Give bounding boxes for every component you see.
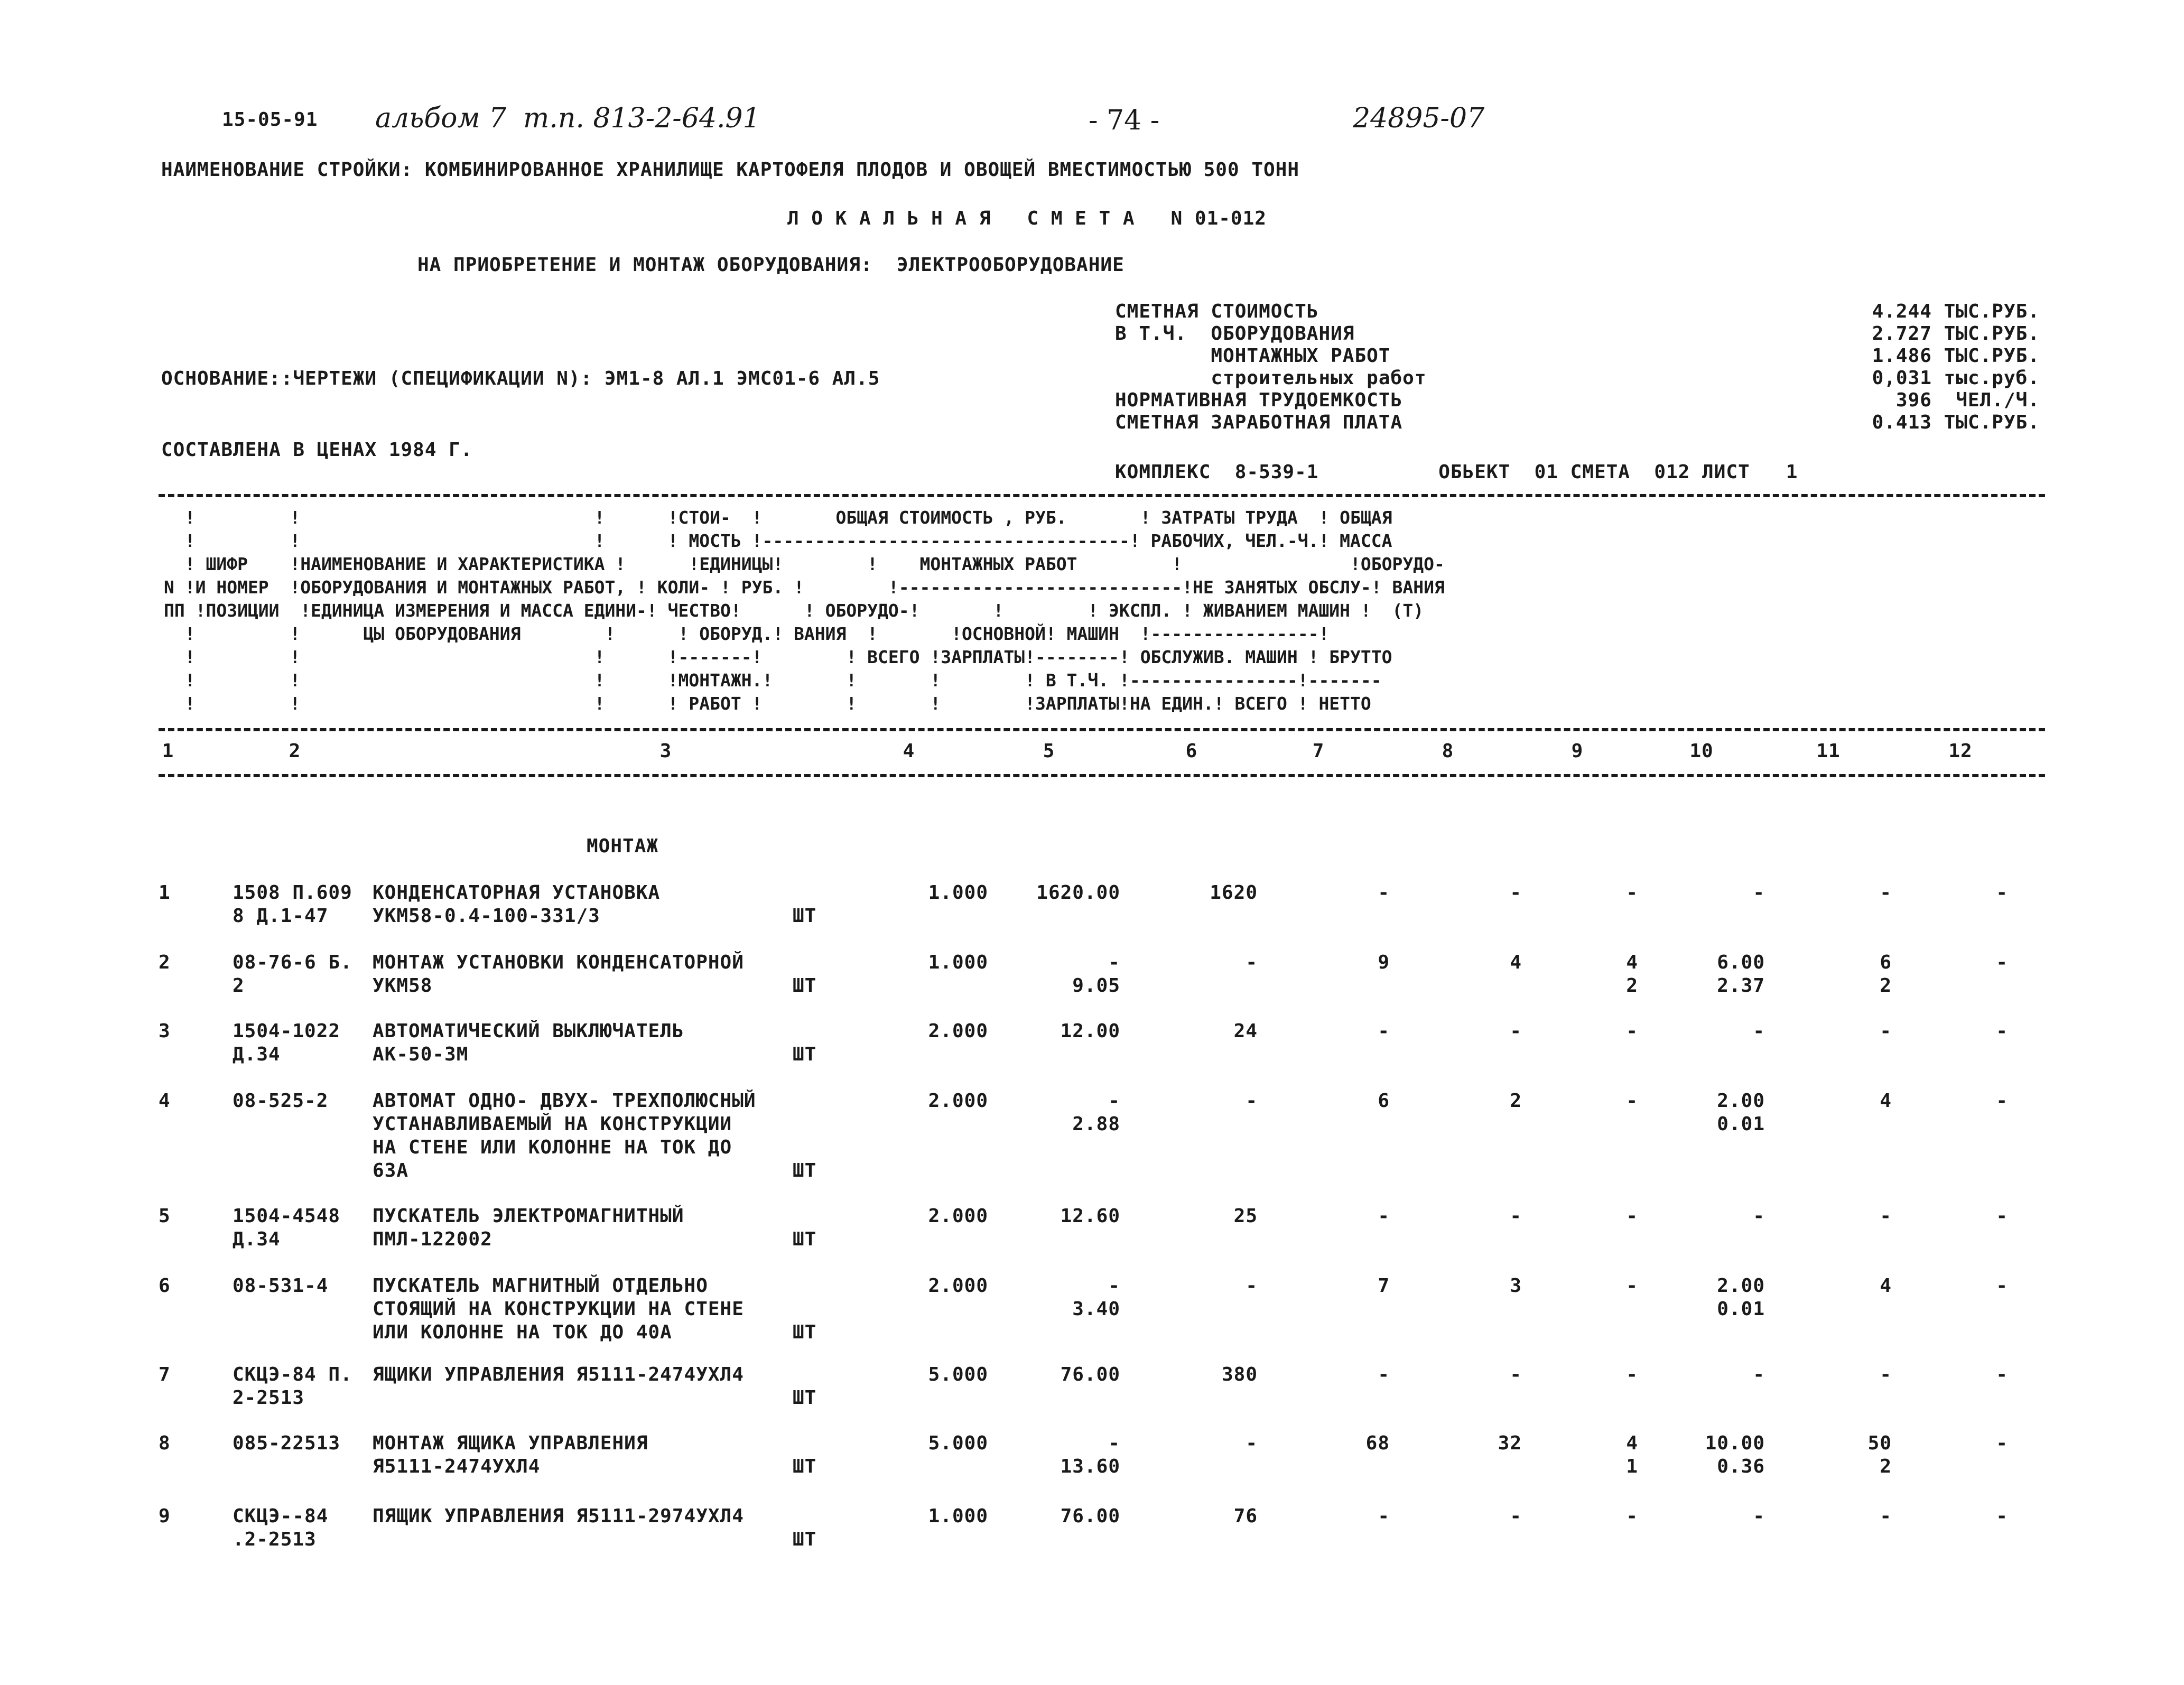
column-number: 11 <box>1816 740 1841 762</box>
row-number: 5 <box>159 1205 171 1227</box>
header-line: ! ! ! ! РАБОТ ! ! ! !ЗАРПЛАТЫ!НА ЕДИН.! ВСЕГО ! НЕТТО <box>164 693 1371 714</box>
row-labor-unit: - <box>1753 1020 1765 1042</box>
row-unit-cost: 12.60 <box>1060 1205 1120 1227</box>
row-name: УСТАНАВЛИВАЕМЫЙ НА КОНСТРУКЦИИ <box>373 1113 732 1135</box>
row-name: ПУСКАТЕЛЬ ЭЛЕКТРОМАГНИТНЫЙ <box>373 1205 684 1227</box>
row-labor-total: 4 <box>1880 1275 1892 1297</box>
row-mount-total: 9 <box>1378 952 1390 973</box>
column-number: 3 <box>659 740 672 762</box>
row-qty: 2.000 <box>928 1275 988 1297</box>
summary-label: НОРМАТИВНАЯ ТРУДОЕМКОСТЬ <box>1115 389 1403 411</box>
row-labor-total: 50 <box>1867 1432 1892 1454</box>
row-qty: 2.000 <box>928 1020 988 1042</box>
row-number: 4 <box>159 1090 171 1112</box>
table-top-rule <box>159 494 2045 497</box>
row-code: 08-525-2 <box>233 1090 329 1112</box>
column-number: 7 <box>1312 740 1325 762</box>
row-name: АК-50-3М <box>373 1044 469 1065</box>
header-line: ! ШИФР !НАИМЕНОВАНИЕ И ХАРАКТЕРИСТИКА ! !ЕДИНИЦЫ! ! МОНТАЖНЫХ РАБОТ ! !ОБОРУДО- <box>164 554 1445 574</box>
row-qty: 2.000 <box>928 1205 988 1227</box>
row-machine-cost: - <box>1626 1020 1638 1042</box>
row-machine-cost: 4 <box>1626 952 1638 973</box>
row-unit: ШТ <box>793 1456 817 1477</box>
row-equipment-cost: - <box>1246 1275 1258 1297</box>
row-number: 9 <box>159 1505 171 1527</box>
complex-line: КОМПЛЕКС 8-539-1 ОБЬЕКТ 01 СМЕТА 012 ЛИСТ 1 <box>1115 461 1798 483</box>
row-code: Д.34 <box>233 1228 281 1250</box>
column-number: 8 <box>1442 740 1454 762</box>
row-name: УКМ58-0.4-100-331/3 <box>373 905 600 927</box>
row-code: 1508 П.609 <box>233 882 352 904</box>
row-base-salary: - <box>1510 1364 1522 1385</box>
row-labor-unit: 6.00 <box>1717 952 1765 973</box>
row-unit: ШТ <box>793 905 817 927</box>
row-unit-cost: 9.05 <box>1072 975 1120 997</box>
row-qty: 5.000 <box>928 1364 988 1385</box>
tp-number: т.п. 813-2-64.91 <box>523 103 760 134</box>
row-labor-unit: 2.37 <box>1717 975 1765 997</box>
row-number: 2 <box>159 952 171 973</box>
row-labor-unit: 2.00 <box>1717 1275 1765 1297</box>
row-mount-total: 7 <box>1378 1275 1390 1297</box>
row-code: СКЦЭ-84 П. <box>233 1364 352 1385</box>
row-base-salary: 32 <box>1498 1432 1522 1454</box>
row-labor-total: - <box>1880 1364 1892 1385</box>
row-equipment-cost: - <box>1246 952 1258 973</box>
header-line: ! ! ! !МОНТАЖН.! ! ! ! В Т.Ч. !----------------!------- <box>164 670 1382 691</box>
row-machine-cost: - <box>1626 1364 1638 1385</box>
row-labor-unit: 0.01 <box>1717 1113 1765 1135</box>
row-mass: - <box>1996 1205 2008 1227</box>
row-base-salary: 2 <box>1510 1090 1522 1112</box>
row-labor-total: 2 <box>1880 1456 1892 1477</box>
row-mount-total: - <box>1378 1505 1390 1527</box>
row-code: .2-2513 <box>233 1529 317 1550</box>
column-number: 4 <box>903 740 915 762</box>
estimate-title: Л О К А Л Ь Н А Я С М Е Т А N 01-012 <box>787 208 1267 229</box>
row-machine-cost: - <box>1626 882 1638 904</box>
row-unit-cost: 1620.00 <box>1036 882 1120 904</box>
row-labor-unit: 2.00 <box>1717 1090 1765 1112</box>
doc-code: 24895-07 <box>1353 103 1485 134</box>
row-base-salary: - <box>1510 882 1522 904</box>
row-mount-total: - <box>1378 1020 1390 1042</box>
row-number: 1 <box>159 882 171 904</box>
row-mount-total: 68 <box>1365 1432 1390 1454</box>
summary-label: МОНТАЖНЫХ РАБОТ <box>1115 345 1391 367</box>
row-unit-cost: 12.00 <box>1060 1020 1120 1042</box>
row-mass: - <box>1996 882 2008 904</box>
row-code: 085-22513 <box>233 1432 341 1454</box>
row-name: ЯЩИКИ УПРАВЛЕНИЯ Я5111-2474УХЛ4 <box>373 1364 744 1385</box>
header-line: ! ! ! !СТОИ- ! ОБЩАЯ СТОИМОСТЬ , РУБ. ! ЗАТРАТЫ ТРУДА ! ОБЩАЯ <box>164 507 1392 528</box>
row-number: 6 <box>159 1275 171 1297</box>
row-mass: - <box>1996 1020 2008 1042</box>
row-machine-cost: 4 <box>1626 1432 1638 1454</box>
row-qty: 1.000 <box>928 952 988 973</box>
row-unit: ШТ <box>793 1160 817 1181</box>
row-mass: - <box>1996 1432 2008 1454</box>
project-title: НАИМЕНОВАНИЕ СТРОЙКИ: КОМБИНИРОВАННОЕ ХРАНИЛИЩЕ КАРТОФЕЛЯ ПЛОДОВ И ОВОЩЕЙ ВМЕСТИМОСТЬЮ 500 ТОНН <box>161 159 1300 181</box>
row-base-salary: - <box>1510 1505 1522 1527</box>
row-name: АВТОМАТИЧЕСКИЙ ВЫКЛЮЧАТЕЛЬ <box>373 1020 684 1042</box>
row-labor-total: 4 <box>1880 1090 1892 1112</box>
price-basis: СОСТАВЛЕНА В ЦЕНАХ 1984 Г. <box>161 439 473 461</box>
row-qty: 5.000 <box>928 1432 988 1454</box>
summary-value: 4.244 ТЫС.РУБ. <box>1872 301 2040 322</box>
summary-label: строительных работ <box>1115 367 1427 389</box>
row-machine-cost: - <box>1626 1090 1638 1112</box>
row-equipment-cost: 76 <box>1233 1505 1258 1527</box>
row-unit-cost: - <box>1108 952 1120 973</box>
header-line: N !И НОМЕР !ОБОРУДОВАНИЯ И МОНТАЖНЫХ РАБОТ, ! КОЛИ- ! РУБ. ! !---------------------------!НЕ ЗАНЯТЫХ ОБСЛУ-! ВАНИЯ <box>164 577 1445 598</box>
row-labor-total: - <box>1880 882 1892 904</box>
row-name: НА СТЕНЕ ИЛИ КОЛОННЕ НА ТОК ДО <box>373 1137 732 1158</box>
row-code: Д.34 <box>233 1044 281 1065</box>
row-labor-unit: - <box>1753 882 1765 904</box>
summary-label: СМЕТНАЯ СТОИМОСТЬ <box>1115 301 1319 322</box>
row-labor-unit: 10.00 <box>1705 1432 1765 1454</box>
row-equipment-cost: 24 <box>1233 1020 1258 1042</box>
row-labor-total: - <box>1880 1505 1892 1527</box>
row-name: МОНТАЖ ЯЩИКА УПРАВЛЕНИЯ <box>373 1432 648 1454</box>
header-line: ! ! ! ! МОСТЬ !-----------------------------------! РАБОЧИХ, ЧЕЛ.-Ч.! МАССА <box>164 530 1392 551</box>
row-qty: 1.000 <box>928 1505 988 1527</box>
row-unit-cost: - <box>1108 1432 1120 1454</box>
row-mount-total: - <box>1378 1364 1390 1385</box>
row-machine-cost: - <box>1626 1205 1638 1227</box>
colnum-bottom-rule <box>159 774 2045 777</box>
column-number: 9 <box>1571 740 1584 762</box>
row-labor-unit: 0.01 <box>1717 1298 1765 1320</box>
row-unit: ШТ <box>793 1044 817 1065</box>
section-title: МОНТАЖ <box>587 835 659 857</box>
row-unit: ШТ <box>793 975 817 997</box>
row-code: 8 Д.1-47 <box>233 905 329 927</box>
row-mount-total: - <box>1378 1205 1390 1227</box>
row-name: МОНТАЖ УСТАНОВКИ КОНДЕНСАТОРНОЙ <box>373 952 744 973</box>
row-unit: ШТ <box>793 1529 817 1550</box>
row-machine-cost: - <box>1626 1505 1638 1527</box>
header-bottom-rule <box>159 728 2045 731</box>
row-name: КОНДЕНСАТОРНАЯ УСТАНОВКА <box>373 882 661 904</box>
row-labor-total: - <box>1880 1020 1892 1042</box>
row-labor-total: 6 <box>1880 952 1892 973</box>
row-code: 08-76-6 Б. <box>233 952 352 973</box>
header-line: ! ! ! !-------! ! ВСЕГО !ЗАРПЛАТЫ!--------! ОБСЛУЖИВ. МАШИН ! БРУТТО <box>164 647 1392 667</box>
row-mass: - <box>1996 952 2008 973</box>
header-line: ! ! ЦЫ ОБОРУДОВАНИЯ ! ! ОБОРУД.! ВАНИЯ ! !ОСНОВНОЙ! МАШИН !----------------! <box>164 623 1330 644</box>
column-number: 5 <box>1043 740 1055 762</box>
row-unit-cost: 76.00 <box>1060 1364 1120 1385</box>
row-base-salary: - <box>1510 1020 1522 1042</box>
row-labor-unit: 0.36 <box>1717 1456 1765 1477</box>
row-equipment-cost: 1620 <box>1210 882 1258 904</box>
row-unit: ШТ <box>793 1387 817 1409</box>
header-line: ПП !ПОЗИЦИИ !ЕДИНИЦА ИЗМЕРЕНИЯ И МАССА ЕДИНИ-! ЧЕСТВО! ! ОБОРУДО-! ! ! ЭКСПЛ. ! ЖИВАНИЕМ МАШИН ! (Т) <box>164 600 1424 621</box>
form-date: 15-05-91 <box>222 109 318 131</box>
row-equipment-cost: 380 <box>1221 1364 1258 1385</box>
row-equipment-cost: - <box>1246 1090 1258 1112</box>
row-base-salary: 3 <box>1510 1275 1522 1297</box>
row-code: 1504-1022 <box>233 1020 341 1042</box>
row-mass: - <box>1996 1090 2008 1112</box>
row-name: 63А <box>373 1160 409 1181</box>
row-labor-unit: - <box>1753 1364 1765 1385</box>
row-unit: ШТ <box>793 1321 817 1343</box>
estimate-subtitle: НА ПРИОБРЕТЕНИЕ И МОНТАЖ ОБОРУДОВАНИЯ: ЭЛЕКТРООБОРУДОВАНИЕ <box>417 254 1124 276</box>
row-name: Я5111-2474УХЛ4 <box>373 1456 541 1477</box>
row-labor-total: 2 <box>1880 975 1892 997</box>
row-equipment-cost: 25 <box>1233 1205 1258 1227</box>
page-number: - 74 - <box>1089 105 1160 136</box>
row-mount-total: 6 <box>1378 1090 1390 1112</box>
row-unit-cost: 2.88 <box>1072 1113 1120 1135</box>
album-label: альбом 7 <box>375 103 507 134</box>
row-name: ИЛИ КОЛОННЕ НА ТОК ДО 40А <box>373 1321 672 1343</box>
column-number: 10 <box>1689 740 1714 762</box>
basis-line: ОСНОВАНИЕ::ЧЕРТЕЖИ (СПЕЦИФИКАЦИИ N): ЭМ1-8 АЛ.1 ЭМС01-6 АЛ.5 <box>161 368 880 389</box>
row-name: АВТОМАТ ОДНО- ДВУХ- ТРЕХПОЛЮСНЫЙ <box>373 1090 756 1112</box>
summary-value: 2.727 ТЫС.РУБ. <box>1872 323 2040 345</box>
row-unit: ШТ <box>793 1228 817 1250</box>
column-number: 2 <box>289 740 301 762</box>
column-number: 1 <box>162 740 174 762</box>
row-mount-total: - <box>1378 882 1390 904</box>
row-name: ПМЛ-122002 <box>373 1228 492 1250</box>
row-number: 7 <box>159 1364 171 1385</box>
row-code: 1504-4548 <box>233 1205 341 1227</box>
row-code: 08-531-4 <box>233 1275 329 1297</box>
summary-value: 1.486 ТЫС.РУБ. <box>1872 345 2040 367</box>
row-code: 2 <box>233 975 245 997</box>
summary-value: 396 ЧЕЛ./Ч. <box>1895 389 2040 411</box>
row-labor-unit: - <box>1753 1205 1765 1227</box>
row-labor-unit: - <box>1753 1505 1765 1527</box>
row-name: СТОЯЩИЙ НА КОНСТРУКЦИИ НА СТЕНЕ <box>373 1298 744 1320</box>
row-labor-total: - <box>1880 1205 1892 1227</box>
row-number: 3 <box>159 1020 171 1042</box>
row-base-salary: - <box>1510 1205 1522 1227</box>
row-qty: 1.000 <box>928 882 988 904</box>
row-code: 2-2513 <box>233 1387 305 1409</box>
row-mass: - <box>1996 1275 2008 1297</box>
row-mass: - <box>1996 1364 2008 1385</box>
row-number: 8 <box>159 1432 171 1454</box>
summary-label: СМЕТНАЯ ЗАРАБОТНАЯ ПЛАТА <box>1115 412 1403 433</box>
row-qty: 2.000 <box>928 1090 988 1112</box>
summary-value: 0.413 ТЫС.РУБ. <box>1872 412 2040 433</box>
row-mass: - <box>1996 1505 2008 1527</box>
row-name: ПЯЩИК УПРАВЛЕНИЯ Я5111-2974УХЛ4 <box>373 1505 744 1527</box>
row-machine-cost: - <box>1626 1275 1638 1297</box>
row-unit-cost: 3.40 <box>1072 1298 1120 1320</box>
row-base-salary: 4 <box>1510 952 1522 973</box>
row-name: УКМ58 <box>373 975 433 997</box>
row-unit-cost: - <box>1108 1275 1120 1297</box>
column-number: 6 <box>1185 740 1198 762</box>
row-code: СКЦЭ--84 <box>233 1505 329 1527</box>
row-unit-cost: - <box>1108 1090 1120 1112</box>
column-number: 12 <box>1948 740 1973 762</box>
summary-value: 0,031 тыс.руб. <box>1872 367 2040 389</box>
row-unit-cost: 13.60 <box>1060 1456 1120 1477</box>
row-equipment-cost: - <box>1246 1432 1258 1454</box>
row-name: ПУСКАТЕЛЬ МАГНИТНЫЙ ОТДЕЛЬНО <box>373 1275 708 1297</box>
row-machine-cost: 2 <box>1626 975 1638 997</box>
summary-label: В Т.Ч. ОБОРУДОВАНИЯ <box>1115 323 1355 345</box>
row-unit-cost: 76.00 <box>1060 1505 1120 1527</box>
row-machine-cost: 1 <box>1626 1456 1638 1477</box>
